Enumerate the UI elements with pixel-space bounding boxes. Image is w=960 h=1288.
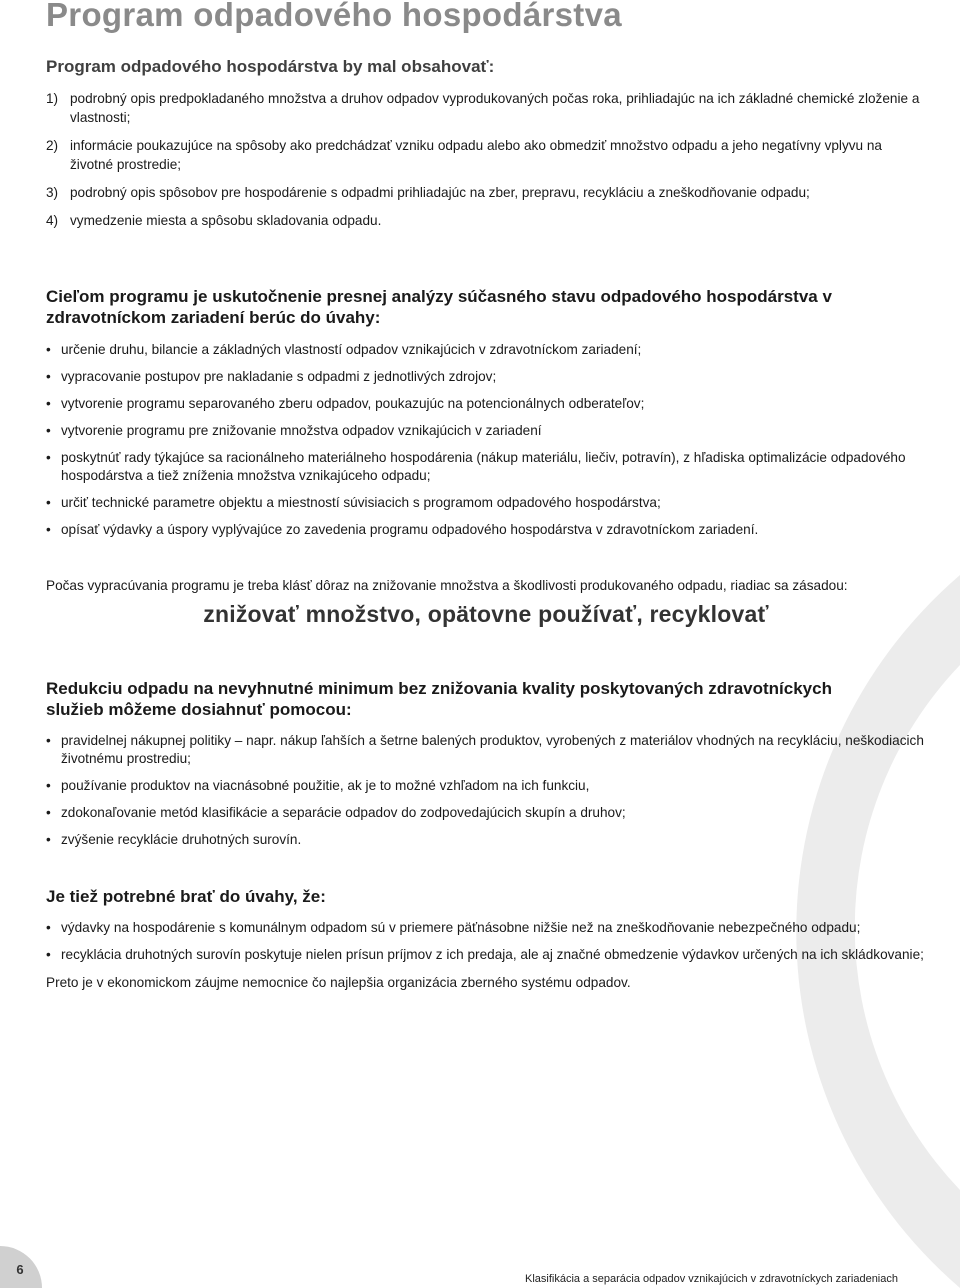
footer-text: Klasifikácia a separácia odpadov vznikajúcich v zdravotníckych zariadeniach xyxy=(525,1273,898,1285)
list-item xyxy=(46,183,926,202)
list-item xyxy=(46,804,926,822)
bullet: • xyxy=(46,778,51,793)
item-text: vymedzenie miesta a spôsobu skladovania odpadu. xyxy=(70,213,382,228)
item-text: používanie produktov na viacnásobné použitie, ak je to možné vzhľadom na ich funkciu, xyxy=(61,778,590,793)
section-reduction xyxy=(46,678,924,858)
section-considerations xyxy=(46,886,926,992)
section-heading: Redukciu odpadu na nevyhnutné minimum bez znižovania kvality poskytovaných zdravotníckych služieb môžeme dosiahnuť pomocou: xyxy=(46,679,832,719)
list-item xyxy=(46,368,926,386)
numbered-list xyxy=(46,89,926,230)
principle-text: Počas vypracúvania programu je treba klásť dôraz na znižovanie množstva a škodlivosti produkovaného odpadu, riadiac sa zásadou: xyxy=(46,578,848,593)
bullet-list xyxy=(46,732,926,849)
bullet-list xyxy=(46,341,926,539)
item-text: podrobný opis spôsobov pre hospodárenie s odpadmi prihliadajúc na zber, prepravu, recykláciu a zneškodňovanie odpadu; xyxy=(70,185,810,200)
bullet: • xyxy=(46,450,51,465)
bullet: • xyxy=(46,733,51,748)
bullet: • xyxy=(46,423,51,438)
item-text: poskytnúť rady týkajúce sa racionálneho materiálneho hospodárenia (nákup materiálu, liečiv, potravín), z hľadiska optimalizácie odpadového hospodárstva a tiež zníženia množstva vznikajúceho odpadu; xyxy=(61,450,906,483)
section-goals xyxy=(46,286,906,548)
page-title: Program odpadového hospodárstva xyxy=(46,0,622,33)
item-text: zdokonaľovanie metód klasifikácie a separácie odpadov do zodpovedajúcich skupín a druhov; xyxy=(61,805,626,820)
item-text: vypracovanie postupov pre nakladanie s odpadmi z jednotlivých zdrojov; xyxy=(61,369,497,384)
bullet: • xyxy=(46,396,51,411)
list-item xyxy=(46,521,926,539)
item-text: informácie poukazujúce na spôsoby ako predchádzať vzniku odpadu alebo ako obmedziť množstvo odpadu a jeho negatívny vplyvu na životné prostredie; xyxy=(70,138,882,172)
bullet: • xyxy=(46,495,51,510)
item-text: vytvorenie programu separovaného zberu odpadov, poukazujúc na potencionálnych odberateľov; xyxy=(61,396,645,411)
list-item xyxy=(46,89,926,127)
bullet: • xyxy=(46,920,51,935)
motto: znižovať množstvo, opätovne používať, recyklovať xyxy=(203,601,769,627)
list-item xyxy=(46,422,926,440)
item-text: podrobný opis predpokladaného množstva a druhov odpadov vyprodukovaných počas roka, prihliadajúc na ich základné chemické zloženie a vlastnosti; xyxy=(70,91,920,125)
list-item xyxy=(46,211,926,230)
bullet: • xyxy=(46,832,51,847)
list-item xyxy=(46,732,926,768)
section-principle xyxy=(46,576,926,628)
list-item xyxy=(46,136,926,174)
bullet-list xyxy=(46,919,926,964)
item-number: 2) xyxy=(46,138,59,153)
item-text: vytvorenie programu pre znižovanie množstva odpadov vznikajúcich v zariadení xyxy=(61,423,542,438)
item-number: 4) xyxy=(46,213,59,228)
section-heading: Program odpadového hospodárstva by mal obsahovať: xyxy=(46,57,495,76)
item-number: 1) xyxy=(46,91,59,106)
section-contents xyxy=(46,56,926,239)
page-number: 6 xyxy=(16,1261,24,1277)
item-text: zvýšenie recyklácie druhotných surovín. xyxy=(61,832,302,847)
list-item xyxy=(46,831,926,849)
list-item xyxy=(46,395,926,413)
item-text: pravidelnej nákupnej politiky – napr. nákup ľahších a šetrne balených produktov, vyrobených z materiálov vhodných na recykláciu, neškodiacich životnému prostrediu; xyxy=(61,733,924,766)
section-heading: Cieľom programu je uskutočnenie presnej analýzy súčasného stavu odpadového hospodárstva v zdravotníckom zariadení berúc do úvahy: xyxy=(46,287,832,327)
item-text: výdavky na hospodárenie s komunálnym odpadom sú v priemere päťnásobne nižšie než na zneškodňovanie nebezpečného odpadu; xyxy=(61,920,861,935)
list-item xyxy=(46,449,926,485)
list-item xyxy=(46,777,926,795)
section-heading: Je tiež potrebné brať do úvahy, že: xyxy=(46,887,326,906)
list-item xyxy=(46,919,926,937)
bullet: • xyxy=(46,522,51,537)
item-text: určenie druhu, bilancie a základných vlastností odpadov vznikajúcich v zdravotníckom zariadení; xyxy=(61,342,642,357)
bullet: • xyxy=(46,342,51,357)
list-item xyxy=(46,946,926,964)
bullet: • xyxy=(46,805,51,820)
list-item xyxy=(46,341,926,359)
bullet: • xyxy=(46,947,51,962)
item-text: určiť technické parametre objektu a miestností súvisiacich s programom odpadového hospodárstva; xyxy=(61,495,661,510)
bullet: • xyxy=(46,369,51,384)
item-text: opísať výdavky a úspory vyplývajúce zo zavedenia programu odpadového hospodárstva v zdravotníckom zariadení. xyxy=(61,522,759,537)
closing-text: Preto je v ekonomickom záujme nemocnice čo najlepšia organizácia zberného systému odpadov. xyxy=(46,975,631,990)
item-number: 3) xyxy=(46,185,59,200)
item-text: recyklácia druhotných surovín poskytuje nielen prísun príjmov z ich predaja, ale aj značné obmedzenie výdavkov určených na ich skládkovanie; xyxy=(61,947,924,962)
list-item xyxy=(46,494,926,512)
